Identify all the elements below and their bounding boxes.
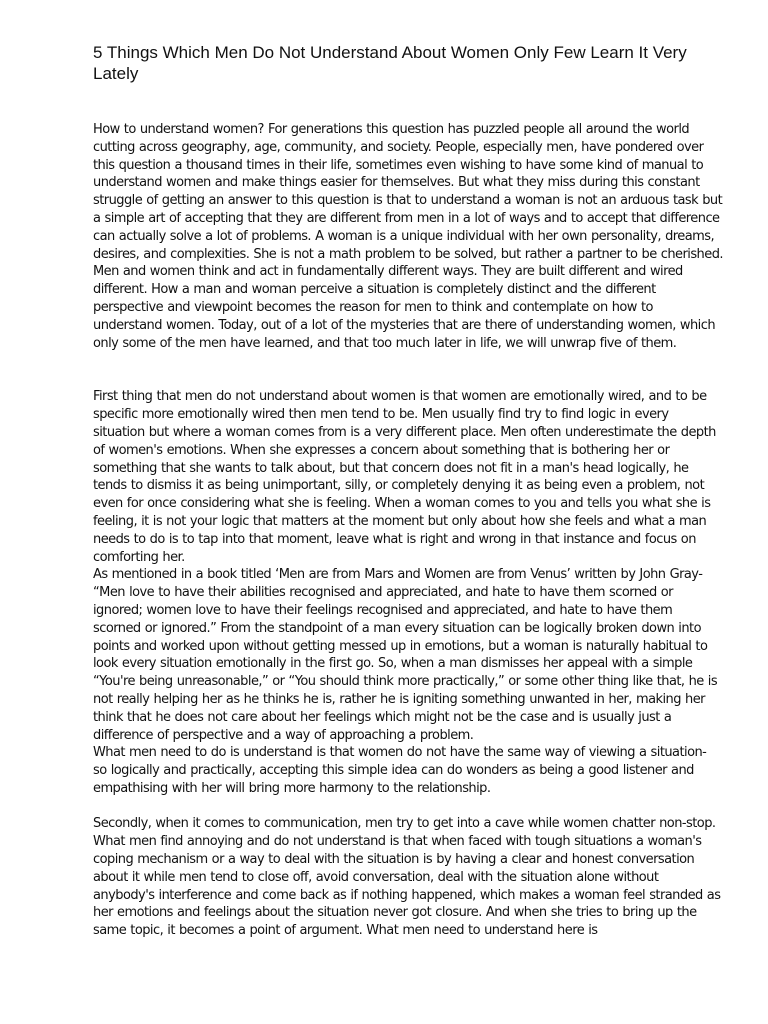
paragraph-first-thing: First thing that men do not understand about women is that women are emotionally wired, and to be specific more emotionally wired then men tend to be. Men usually find try to find logic in every situation but where a woman comes from is a very different place. Men often underestimate the depth of women's emotions. When she expresses a concern about something that is bothering her or something that she wants to talk about, but that concern does not fit in a man's head logically, he tends to dismiss it as being unimportant, silly, or completely denying it as being even a problem, not even for once considering what she is feeling. When a woman comes to you and tells you what she is feeling, it is not your logic that matters at the moment but only about how she feels and what a man needs to do is to tap into that moment, leave what is right and wrong in that instance and focus on comforting her. — [93, 389, 716, 565]
paragraph-differences: Men and women think and act in fundamentally different ways. They are built different and wired different. How a man and woman perceive a situation is completely distinct and the different perspective and viewpoint becomes the reason for men to think and contemplate on how to understand women. Today, out of a lot of the mysteries that are there of understanding women, which only some of the men have learned, and that too much later in life, we will unwrap five of them. — [93, 264, 716, 351]
paragraph-what-men-need: What men need to do is understand is that women do not have the same way of viewing a situation- so logically and practically, accepting this simple idea can do wonders as being a good listener and empathising with her will bring more harmony to the relationship. — [93, 745, 707, 796]
article-title: 5 Things Which Men Do Not Understand About Women Only Few Learn It Very Lately — [93, 43, 687, 83]
paragraph-spacer — [93, 798, 723, 816]
paragraph-secondly: Secondly, when it comes to communication, men try to get into a cave while women chatter non-stop. What men find annoying and do not understand is that when faced with tough situations a woman's coping mechanism or a way to deal with the situation is by having a clear and honest conversation about it while men tend to close off, avoid conversation, deal with the situation alone without anybody's interference and come back as if nothing happened, which makes a woman feel stranded as her emotions and feelings about the situation never got closure. And when she tries to bring up the same topic, it becomes a point of argument. What men need to understand here is — [93, 816, 721, 939]
paragraph-book-quote: As mentioned in a book titled ‘Men are from Mars and Women are from Venus’ written by John Gray- “Men love to have their abilities recognised and appreciated, and hate to have them scorned or ignored; women love to have their feelings recognised and appreciated, and hate to have them scorned or ignored.” From the standpoint of a man every situation can be logically broken down into points and worked upon without getting messed up in emotions, but a woman is naturally habitual to look every situation emotionally in the first go. So, when a man dismisses her appeal with a simple “You're being unreasonable,” or “You should think more practically,” or some other thing like that, he is not really helping her as he thinks he is, rather he is igniting something unwanted in her, making her think that he does not care about her feelings which might not be the case and is usually just a difference of perspective and a way of approaching a problem. — [93, 567, 718, 743]
paragraph-intro: How to understand women? For generations this question has puzzled people all around the world cutting across geography, age, community, and society. People, especially men, have pondered over this question a thousand times in their life, sometimes even wishing to have some kind of manual to understand women and make things easier for themselves. But what they miss during this constant struggle of getting an answer to this question is that to understand a woman is not an arduous task but a simple art of accepting that they are different from men in a lot of ways and to accept that difference can actually solve a lot of problems. A woman is a unique individual with her own personality, dreams, desires, and complexities. She is not a math problem to be solved, but rather a partner to be cherished. — [93, 122, 723, 262]
paragraph-spacer — [93, 352, 723, 388]
article-body — [93, 121, 723, 940]
